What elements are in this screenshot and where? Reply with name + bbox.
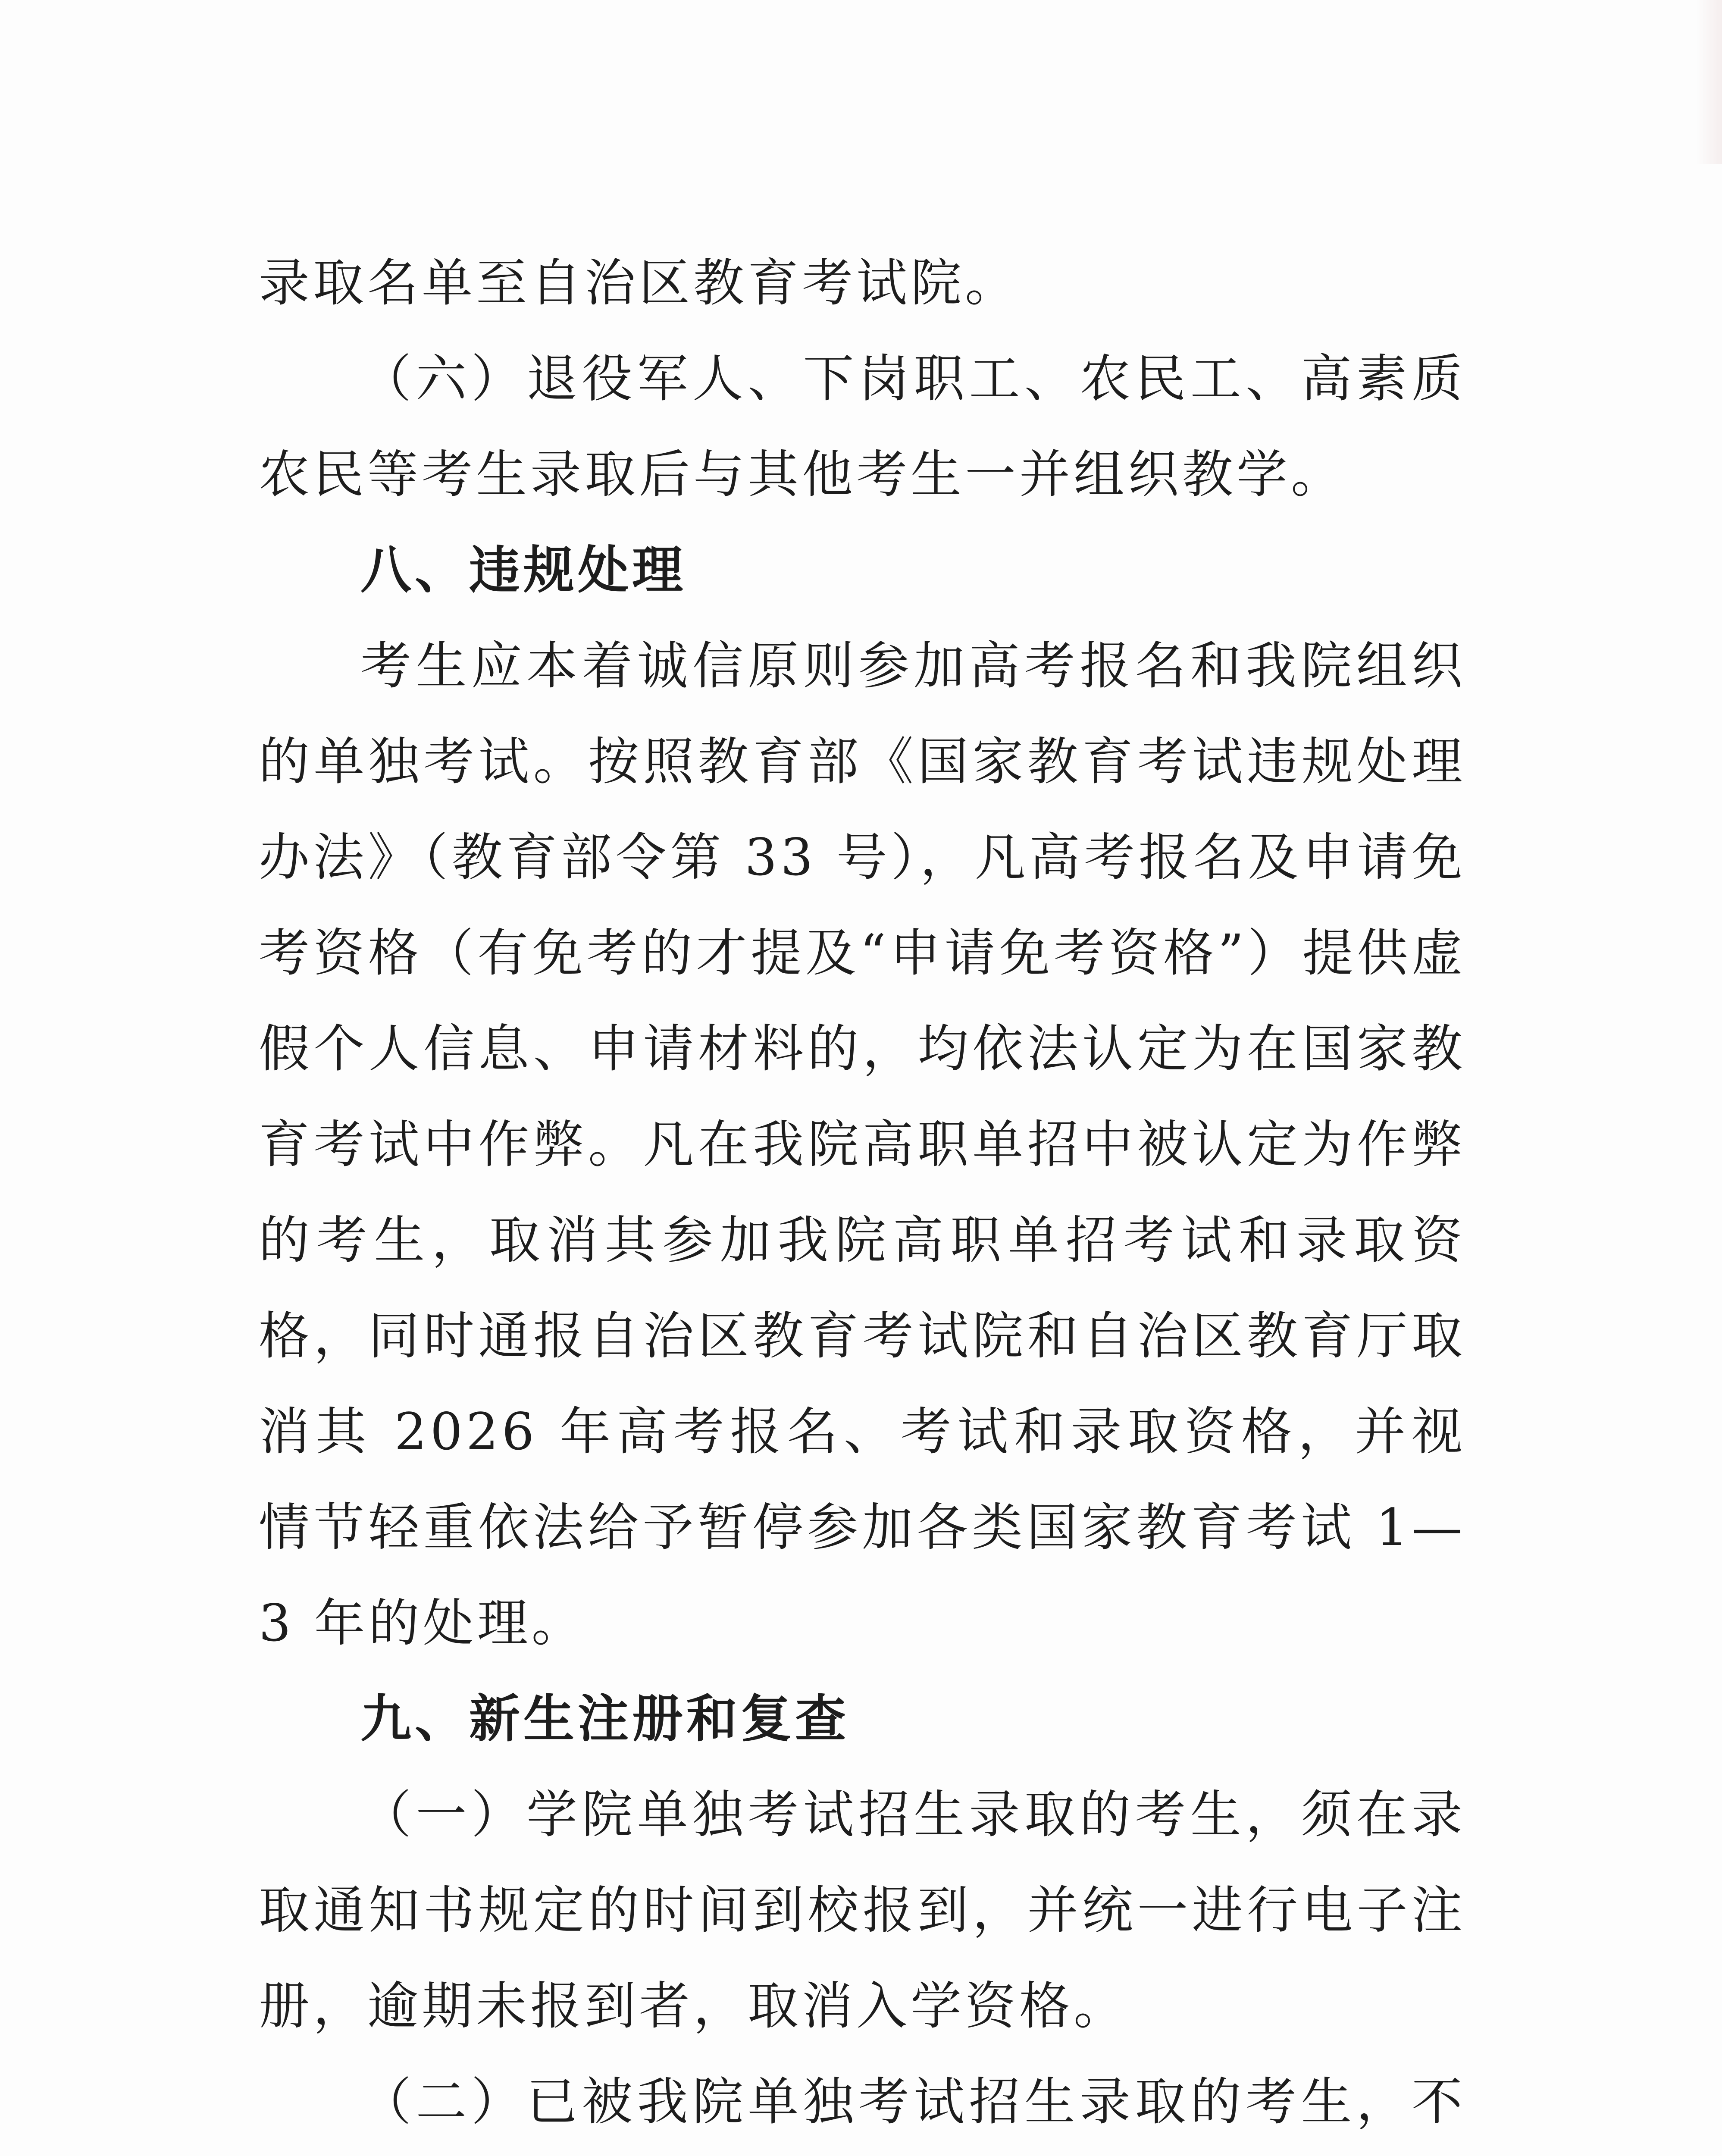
paragraph-admission-list: 录取名单至自治区教育考试院。: [259, 253, 1020, 313]
body-text: [259, 235, 1466, 2156]
paragraph-item-1: （一）学院单独考试招生录取的考生，须在录取通知书规定的时间到校报到，并统一进行电子注册，逾期未报到者，取消入学资格。: [259, 1785, 1466, 2036]
paragraph-item-6: （六）退役军人、下岗职工、农民工、高素质农民等考生录取后与其他考生一并组织教学。: [259, 349, 1466, 504]
paragraph-item-2: （二）已被我院单独考试招生录取的考生，不: [360, 2072, 1466, 2131]
heading-section-8: 八、违规处理: [360, 540, 687, 600]
paragraph-violation: 考生应本着诚信原则参加高考报名和我院组织的单独考试。按照教育部《国家教育考试违规处理办法》（教育部令第 33 号），凡高考报名及申请免考资格（有免考的才提及“申请免考资格”）提供虚假个人信息、申请材料的，均依法认定为在国家教育考试中作弊。凡在我院高职单招中被认定为作弊的考生，取消其参加我院高职单招考试和录取资格，同时通报自治区教育考试院和自治区教育厅取消其 2026 年高考报名、考试和录取资格，并视情节轻重依法给予暂停参加各类国家教育考试 1—3 年的处理。: [259, 636, 1466, 1653]
heading-section-9: 九、新生注册和复查: [360, 1689, 850, 1749]
scan-edge-shadow: [1696, 0, 1722, 164]
